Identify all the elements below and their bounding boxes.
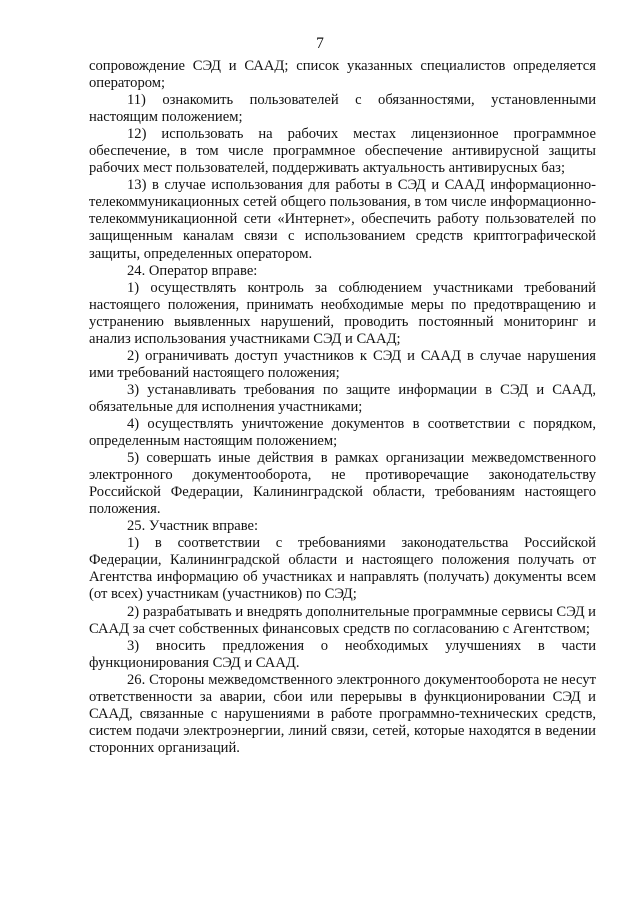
paragraph-24-item-2: 2) ограничивать доступ участников к СЭД и СААД в случае нарушения ими требований настоящего положения; <box>89 347 596 381</box>
section-26-paragraph: 26. Стороны межведомственного электронного документооборота не несут ответственности за аварии, сбои или перерывы в функционировании СЭД и СААД, связанные с нарушениями в работе программно-технических средств, систем подачи электроэнергии, линий связи, сетей, которые находятся в ведении сторонних организаций. <box>89 671 596 756</box>
paragraph-continuation: сопровождение СЭД и СААД; список указанных специалистов определяется оператором; <box>89 58 596 92</box>
section-25-heading: 25. Участник вправе: <box>127 518 259 535</box>
paragraph-24-item-5: 5) совершать иные действия в рамках организации межведомственного электронного документооборота, не противоречащие законодательству Российской Федерации, Калининградской области, требованиям настоящего положения. <box>89 450 596 518</box>
paragraph-25-item-1: 1) в соответствии с требованиями законодательства Российской Федерации, Калининградской области и настоящего положения получать от Агентства информацию об участниках и направлять (получать) документы всем (от всех) участникам (участников) по СЭД; <box>89 535 596 603</box>
page-number: 7 <box>316 35 324 52</box>
paragraph-25-item-3: 3) вносить предложения о необходимых улучшениях в части функционирования СЭД и СААД. <box>89 637 596 671</box>
paragraph-25-item-2: 2) разрабатывать и внедрять дополнительные программные сервисы СЭД и СААД за счет собственных финансовых средств по согласованию с Агентством; <box>89 603 596 637</box>
paragraph-item-12: 12) использовать на рабочих местах лицензионное программное обеспечение, в том числе программное обеспечение антивирусной защиты рабочих мест пользователей, поддерживать актуальность антивирусных баз; <box>89 126 596 177</box>
paragraph-24-item-1: 1) осуществлять контроль за соблюдением участниками требований настоящего положения, принимать необходимые меры по предотвращению и устранению выявленных нарушений, проводить постоянный мониторинг и анализ использования участниками СЭД и СААД; <box>89 279 596 347</box>
section-24-heading: 24. Оператор вправе: <box>127 262 258 279</box>
paragraph-item-13: 13) в случае использования для работы в СЭД и СААД информационно-телекоммуникационных сетей общего пользования, в том числе информационно-телекоммуникационной сети «Интернет», обеспечить работу пользователей по защищенным каналам связи с использованием средств криптографической защиты, определенных оператором. <box>89 177 596 262</box>
document-body <box>89 58 596 757</box>
paragraph-24-item-3: 3) устанавливать требования по защите информации в СЭД и СААД, обязательные для исполнения участниками; <box>89 381 596 415</box>
paragraph-item-11: 11) ознакомить пользователей с обязанностями, установленными настоящим положением; <box>89 92 596 126</box>
paragraph-24-item-4: 4) осуществлять уничтожение документов в соответствии с порядком, определенным настоящим положением; <box>89 415 596 450</box>
